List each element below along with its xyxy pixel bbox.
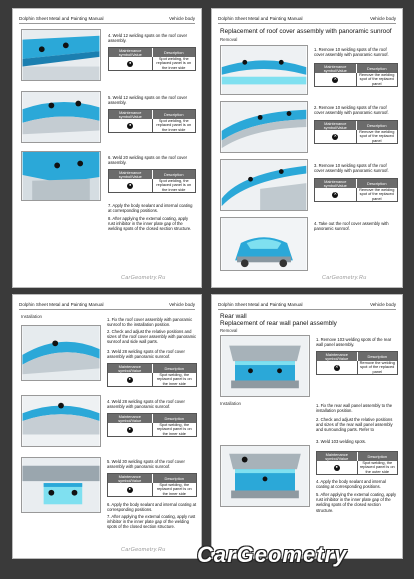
weld-spot-icon: ●	[128, 486, 131, 492]
car-photo	[220, 217, 308, 271]
table-header-description: Description	[356, 121, 398, 130]
manual-page-1	[12, 8, 202, 288]
table-header-symbol: Maintenance symbol/Value	[325, 351, 349, 361]
step-text: 7. After applying the external coating, apply rust inhibitor in the inner plate gap of the welding spots of the closed section structure.	[107, 514, 196, 530]
table-header-symbol: Maintenance symbol/Value	[118, 413, 142, 423]
table-header-description: Description	[357, 452, 398, 461]
table-header-description: Description	[152, 364, 197, 373]
page-header	[218, 301, 396, 310]
table-header-description: Description	[356, 179, 398, 188]
header-left: Dolphin Sheet Metal and Painting Manual	[218, 16, 303, 21]
rear-body-photo	[220, 335, 310, 397]
table-cell-description: Remove the welding spot of the replaced panel	[356, 188, 398, 201]
symbol-table	[316, 451, 398, 475]
symbol-table	[107, 363, 197, 387]
step-text: 2. Check and adjust the relative positions and sizes of the rear wall panel assembly and surrounding parts. Refer to	[316, 417, 393, 433]
remove-spot-icon: ✕	[333, 191, 337, 197]
roof-photo	[21, 29, 101, 81]
table-header-symbol: Maintenance symbol/Value	[118, 109, 142, 119]
roof-photo	[220, 101, 308, 153]
table-cell-description: Spot welding, the replaced panel is on the inner side	[152, 423, 197, 436]
step-text: 1. Fix the rear wall panel assembly to the installation position.	[316, 403, 393, 414]
section-title: Replacement of rear wall panel assembly	[220, 320, 337, 327]
symbol-table	[314, 178, 398, 202]
table-cell-description: Spot welding, the replaced panel is on the inner side	[152, 483, 197, 496]
symbol-table	[107, 413, 197, 437]
rear-body-photo	[220, 445, 310, 507]
remove-spot-icon: ✕	[333, 76, 337, 82]
roof-photo	[21, 395, 101, 447]
section-subtitle: Installation	[21, 314, 42, 319]
step-text: 6. Apply the body sealant and internal coating at corresponding positions.	[107, 502, 197, 513]
remove-spot-icon: ✕	[335, 364, 339, 370]
table-header-description: Description	[152, 414, 197, 423]
step-text: 4. Take out the roof cover assembly with panoramic sunroof.	[314, 221, 389, 232]
watermark: CarGeometry.Ru	[121, 275, 166, 281]
table-header-symbol: Maintenance symbol/Value	[118, 473, 142, 483]
weld-spot-icon: ●	[128, 376, 131, 382]
table-header-description: Description	[152, 110, 196, 119]
step-text: 5. After applying the external coating, apply rust inhibitor in the inner plate gap of the welding spots of the closed section structure.	[316, 492, 397, 513]
header-right: Vehicle body	[168, 16, 195, 21]
table-header-description: Description	[152, 170, 196, 179]
table-cell-description: Spot welding, the replaced panel is on the inner side	[152, 179, 196, 192]
roof-photo	[220, 159, 308, 211]
table-header-symbol: Maintenance symbol/Value	[118, 363, 142, 373]
page-header	[218, 15, 396, 24]
symbol-table	[107, 473, 197, 497]
section-title: Replacement of roof cover assembly with panoramic sunroof	[220, 28, 392, 35]
symbol-table	[108, 47, 196, 71]
table-cell-description: Spot welding, the replaced panel is on the outer side	[357, 461, 398, 474]
roof-photo	[220, 45, 308, 95]
roof-photo	[21, 325, 101, 381]
table-header-description: Description	[356, 64, 398, 73]
table-cell-description: Remove the welding spot of the replaced panel	[356, 73, 398, 86]
step-text: 5. Weld 12 welding spots on the roof cover assembly.	[108, 95, 188, 106]
table-cell-description: Remove the welding spot of the replaced panel	[357, 361, 398, 374]
section-subtitle: Removal	[220, 328, 238, 333]
table-cell-description: Spot welding, the replaced panel is on the inner side	[152, 119, 196, 132]
symbol-table	[314, 120, 398, 144]
table-header-description: Description	[152, 474, 197, 483]
roof-photo	[21, 151, 101, 201]
weld-spot-icon: ●	[129, 182, 132, 188]
step-text: 2. Check and adjust the relative positions and sizes of the roof cover assembly with panoramic sunroof and side wall parts.	[107, 329, 197, 345]
weld-spot-icon: ●	[129, 122, 132, 128]
step-text: 4. Apply the body sealant and internal coating at corresponding positions.	[316, 479, 386, 490]
watermark: CarGeometry.Ru	[322, 275, 367, 281]
step-text: 1. Remove 103 welding spots of the rear wall panel assembly.	[316, 337, 392, 348]
step-text: 3. Weld 28 welding spots of the roof cover assembly with panoramic sunroof.	[107, 349, 185, 360]
step-text: 1. Remove 10 welding spots of the roof cover assembly with panoramic sunroof.	[314, 47, 389, 58]
section-subtitle: Installation	[220, 401, 241, 406]
step-text: 3. Remove 10 welding spots of the roof cover assembly with panoramic sunroof.	[314, 163, 389, 174]
symbol-table	[314, 63, 398, 87]
table-header-symbol: Maintenance symbol/Value	[325, 451, 349, 461]
step-text: 4. Weld 28 welding spots of the roof cover assembly with panoramic sunroof.	[107, 399, 185, 410]
table-header-symbol: Maintenance symbol/Value	[323, 120, 347, 130]
weld-spot-icon: ●	[129, 60, 132, 66]
symbol-table	[108, 169, 196, 193]
manual-page-4	[211, 294, 403, 559]
table-cell-description: Spot welding, the replaced panel is on the inner side	[152, 57, 196, 70]
roof-photo	[21, 457, 101, 513]
table-cell-description: Spot welding, the replaced panel is on the inner side	[152, 373, 197, 386]
step-text: 5. Weld 30 welding spots of the roof cover assembly with panoramic sunroof.	[107, 459, 185, 470]
manual-page-2	[211, 8, 403, 288]
header-left: Dolphin Sheet Metal and Painting Manual	[218, 302, 303, 307]
table-cell-description: Remove the welding spot of the replaced panel	[356, 130, 398, 143]
header-right: Vehicle body	[369, 16, 396, 21]
header-right: Vehicle body	[369, 302, 396, 307]
step-text: 6. Weld 20 welding spots on the roof cover assembly.	[108, 155, 188, 166]
header-left: Dolphin Sheet Metal and Painting Manual	[19, 16, 104, 21]
step-text: 1. Fix the roof cover assembly with panoramic sunroof to the installation position.	[107, 317, 193, 328]
step-text: 2. Remove 10 welding spots of the roof cover assembly with panoramic sunroof.	[314, 105, 389, 116]
table-header-symbol: Maintenance symbol/Value	[118, 169, 142, 179]
table-header-description: Description	[357, 352, 398, 361]
symbol-table	[108, 109, 196, 133]
symbol-table	[316, 351, 398, 375]
step-text: 8. After applying the external coating, apply rust inhibitor in the inner plate gap of the welding spots of the closed section structure.	[108, 216, 192, 232]
watermark: CarGeometry.Ru	[121, 547, 166, 553]
page-header	[19, 301, 195, 310]
manual-page-3	[12, 294, 202, 559]
table-header-symbol: Maintenance symbol/Value	[118, 47, 142, 57]
step-text: 7. Apply the body sealant and internal coating at corresponding positions.	[108, 203, 193, 214]
section-subtitle: Removal	[220, 37, 238, 42]
header-left: Dolphin Sheet Metal and Painting Manual	[19, 302, 104, 307]
table-header-symbol: Maintenance symbol/Value	[323, 63, 347, 73]
remove-spot-icon: ✕	[333, 133, 337, 139]
weld-spot-icon: ●	[335, 464, 338, 470]
step-text: 3. Weld 103 welding spots.	[316, 439, 366, 444]
brand-watermark: CarGeometry	[197, 542, 348, 567]
step-text: 4. Weld 12 welding spots on the roof cover assembly.	[108, 33, 188, 44]
table-header-symbol: Maintenance symbol/Value	[323, 178, 347, 188]
header-right: Vehicle body	[168, 302, 195, 307]
roof-photo	[21, 91, 101, 143]
page-header	[19, 15, 195, 24]
section-title: Rear wall	[220, 313, 247, 320]
table-header-description: Description	[152, 48, 196, 57]
weld-spot-icon: ●	[128, 426, 131, 432]
